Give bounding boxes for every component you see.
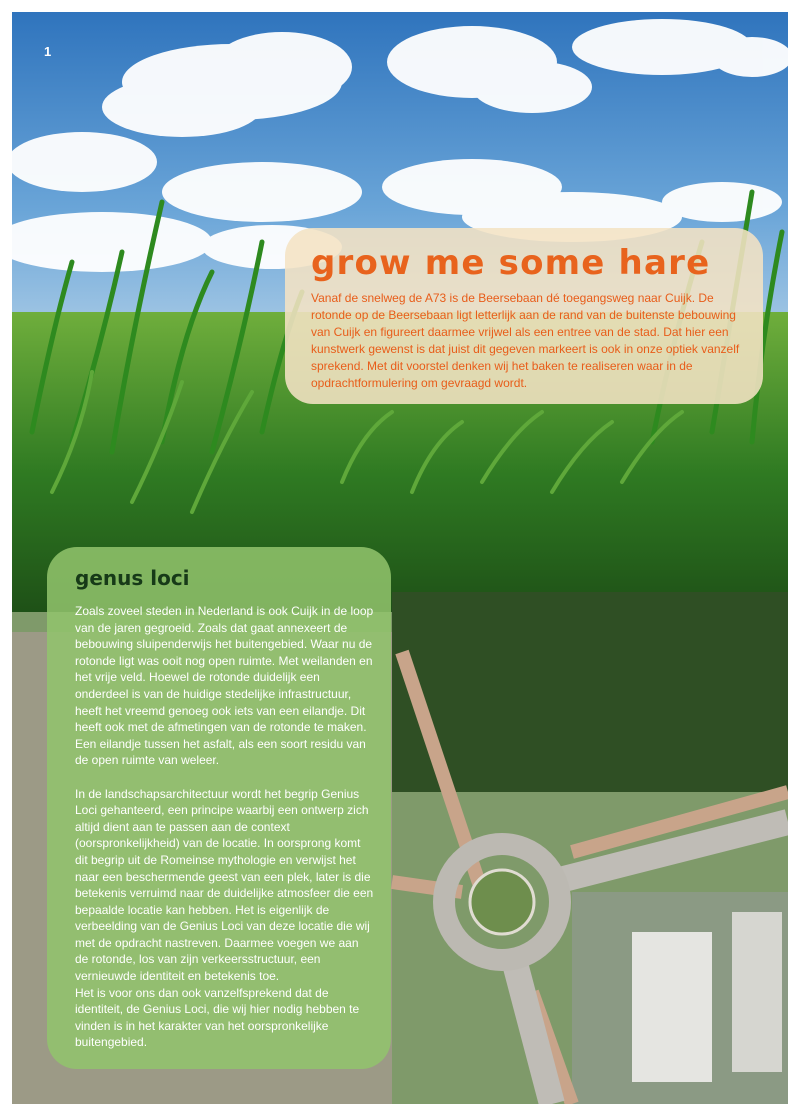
genus-loci-panel [47, 547, 391, 1069]
genus-loci-paragraph-2: In de landschapsarchitectuur wordt het begrip Genius Loci gehanteerd, een principe waarbij een ontwerp zich altijd dient aan te passen aan de context (oorspronkelijkheid) van de locatie. In oorsprong komt dit begrip uit de Romeinse mythologie en verwijst het naar een beschermende geest van een plek, later is die betekenis verruimd naar de duidelijke atmosfeer die een bepaalde locatie kan hebben. Het is eigenlijk de verbeelding van de Genius Loci van deze locatie die wij met de opdracht nastreven. Daarmee voegen we aan de rotonde, los van zijn verkeersstructuur, een vernieuwde identiteit en betekenis toe. Het is voor ons dan ook vanzelfsprekend dat de identiteit, de Genius Loci, die wij hier nodig hebben te vinden is in het karakter van het oorspronkelijke buitengebied. [75, 786, 374, 1050]
intro-body: Vanaf de snelweg de A73 is de Beersebaan dé toegangsweg naar Cuijk. De rotonde op de Beersebaan ligt letterlijk aan de rand van de buitenste bebouwing van Cuijk en figureert daarmee vrijwel als een entree van de stad. Dat hier een kunstwerk gewenst is dat juist dit gegeven markeert is ook in onze optiek vanzelf sprekend. Met dit voorstel denken wij het baken te realiseren waar in de opdrachtformulering om gevraagd wordt. [311, 291, 740, 390]
intro-panel [285, 228, 763, 404]
page-number: 1 [44, 44, 52, 59]
intro-title: grow me some hare [311, 243, 711, 283]
genus-loci-title: genus loci [75, 566, 190, 590]
genus-loci-paragraph-1: Zoals zoveel steden in Nederland is ook Cuijk in de loop van de jaren gegroeid. Zoals dat gaat annexeert de bebouwing sluipenderwijs het buitengebied. Waar nu de rotonde ligt was ooit nog open ruimte. Met weilanden en het vrije veld. Hoewel de rotonde duidelijk een onderdeel is van de huidige stedelijke infrastructuur, heeft het vreemd genoeg ook iets van een eilandje. Dit heeft ook met de afmetingen van de rotonde te maken. Een eilandje tussen het asfalt, als een soort residu van de open ruimte van weleer. [75, 604, 374, 768]
